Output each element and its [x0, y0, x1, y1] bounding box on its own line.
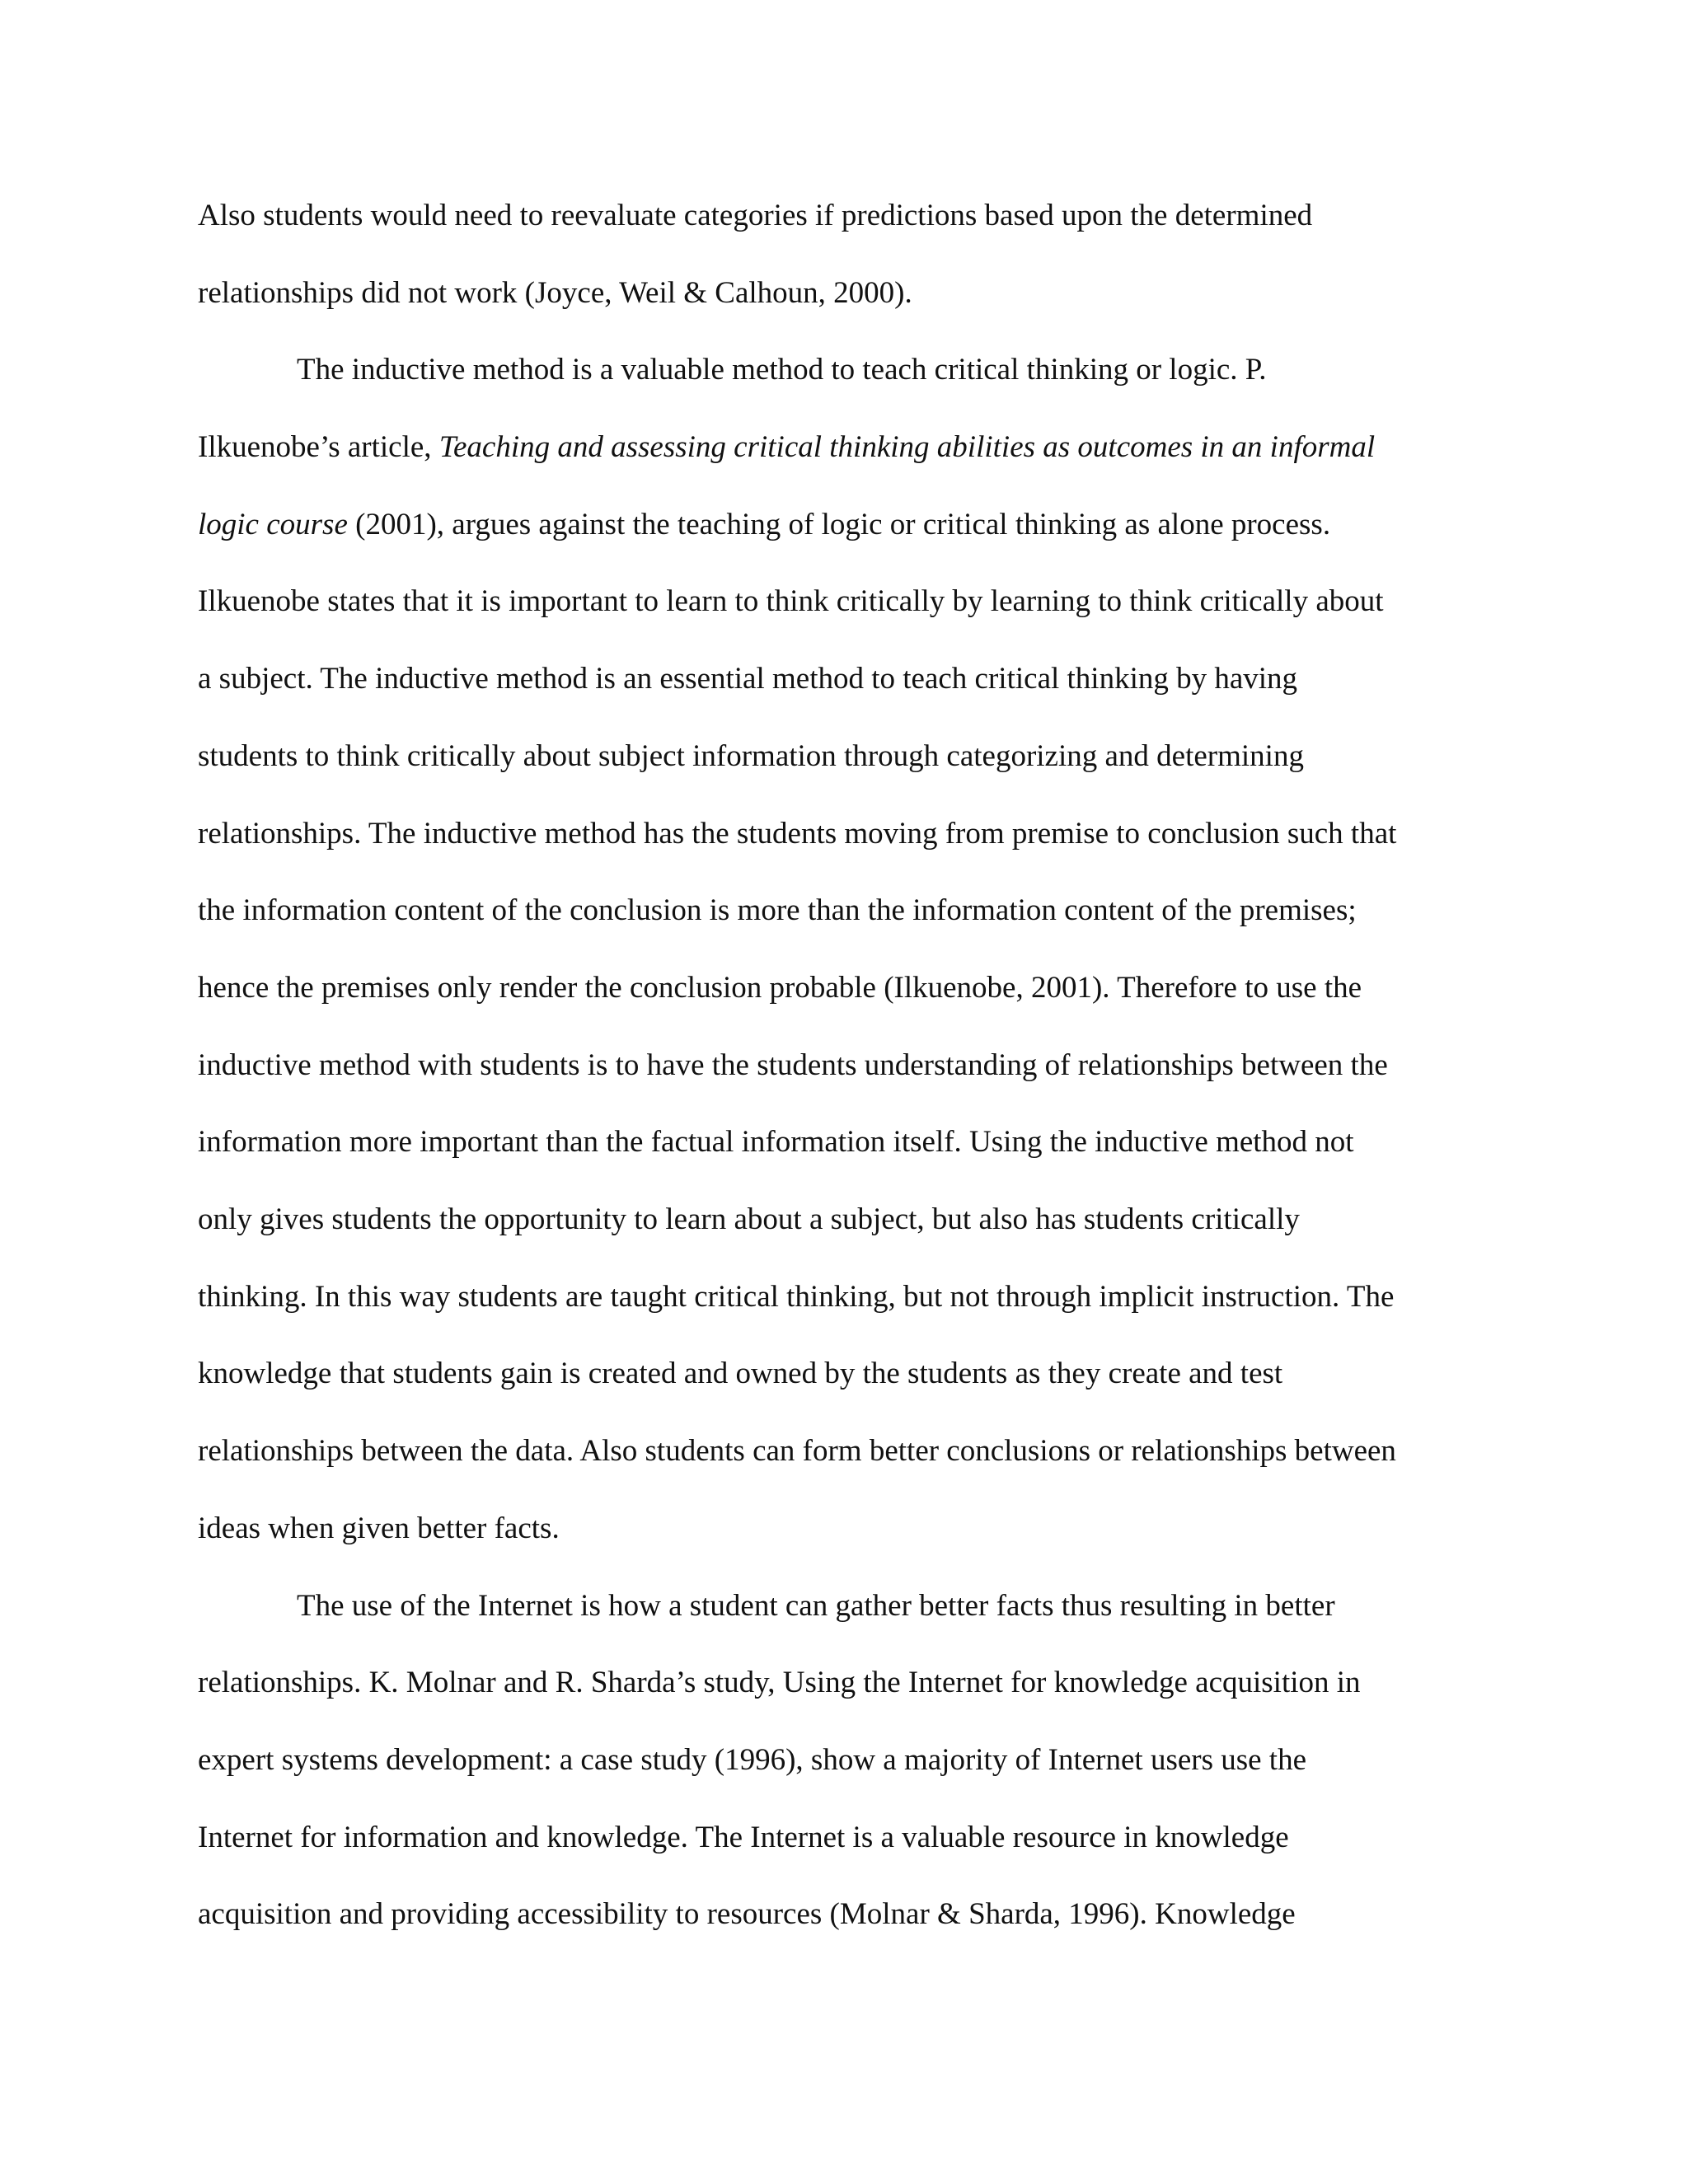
text-line: Internet for information and knowledge. The Internet is a valuable resource in knowledge — [198, 1821, 1289, 1854]
text-line: only gives students the opportunity to learn about a subject, but also has students critically — [198, 1202, 1300, 1236]
text-segment: (2001), argues against the teaching of logic or critical thinking as alone process. — [347, 508, 1331, 541]
text-line: expert systems development: a case study (1996), show a majority of Internet users use the — [198, 1743, 1307, 1777]
text-line: ideas when given better facts. — [198, 1511, 560, 1545]
text-line — [198, 429, 1500, 466]
paragraph-start-line: The inductive method is a valuable method to teach critical thinking or logic. P. — [297, 353, 1267, 387]
text-line: hence the premises only render the conclusion probable (Ilkuenobe, 2001). Therefore to use the — [198, 971, 1362, 1005]
text-line: relationships did not work (Joyce, Weil & Calhoun, 2000). — [198, 276, 912, 310]
article-title-italic: Teaching and assessing critical thinking abilities as outcomes in an informal — [438, 430, 1376, 464]
text-line: relationships. The inductive method has the students moving from premise to conclusion such that — [198, 817, 1397, 851]
text-line: Also students would need to reevaluate categories if predictions based upon the determined — [198, 199, 1313, 232]
text-line: acquisition and providing accessibility to resources (Molnar & Sharda, 1996). Knowledge — [198, 1897, 1296, 1931]
article-title-italic: logic course — [198, 508, 348, 541]
text-line — [198, 507, 1500, 543]
text-line: knowledge that students gain is created and owned by the students as they create and test — [198, 1357, 1283, 1390]
paragraph-start-line: The use of the Internet is how a student can gather better facts thus resulting in better — [297, 1589, 1335, 1623]
text-line: a subject. The inductive method is an essential method to teach critical thinking by having — [198, 662, 1298, 696]
text-line: students to think critically about subject information through categorizing and determining — [198, 739, 1304, 773]
text-line: relationships. K. Molnar and R. Sharda’s study, Using the Internet for knowledge acquisition in — [198, 1666, 1361, 1699]
text-line: relationships between the data. Also students can form better conclusions or relationships between — [198, 1434, 1396, 1468]
text-line: Ilkuenobe states that it is important to learn to think critically by learning to think critically about — [198, 584, 1384, 618]
text-line: inductive method with students is to have the students understanding of relationships between the — [198, 1048, 1388, 1082]
text-line: information more important than the factual information itself. Using the inductive method not — [198, 1125, 1354, 1159]
text-segment: Ilkuenobe’s article, — [198, 430, 439, 464]
text-line: thinking. In this way students are taught critical thinking, but not through implicit instruction. The — [198, 1280, 1395, 1314]
text-line: the information content of the conclusion is more than the information content of the premises; — [198, 893, 1357, 927]
